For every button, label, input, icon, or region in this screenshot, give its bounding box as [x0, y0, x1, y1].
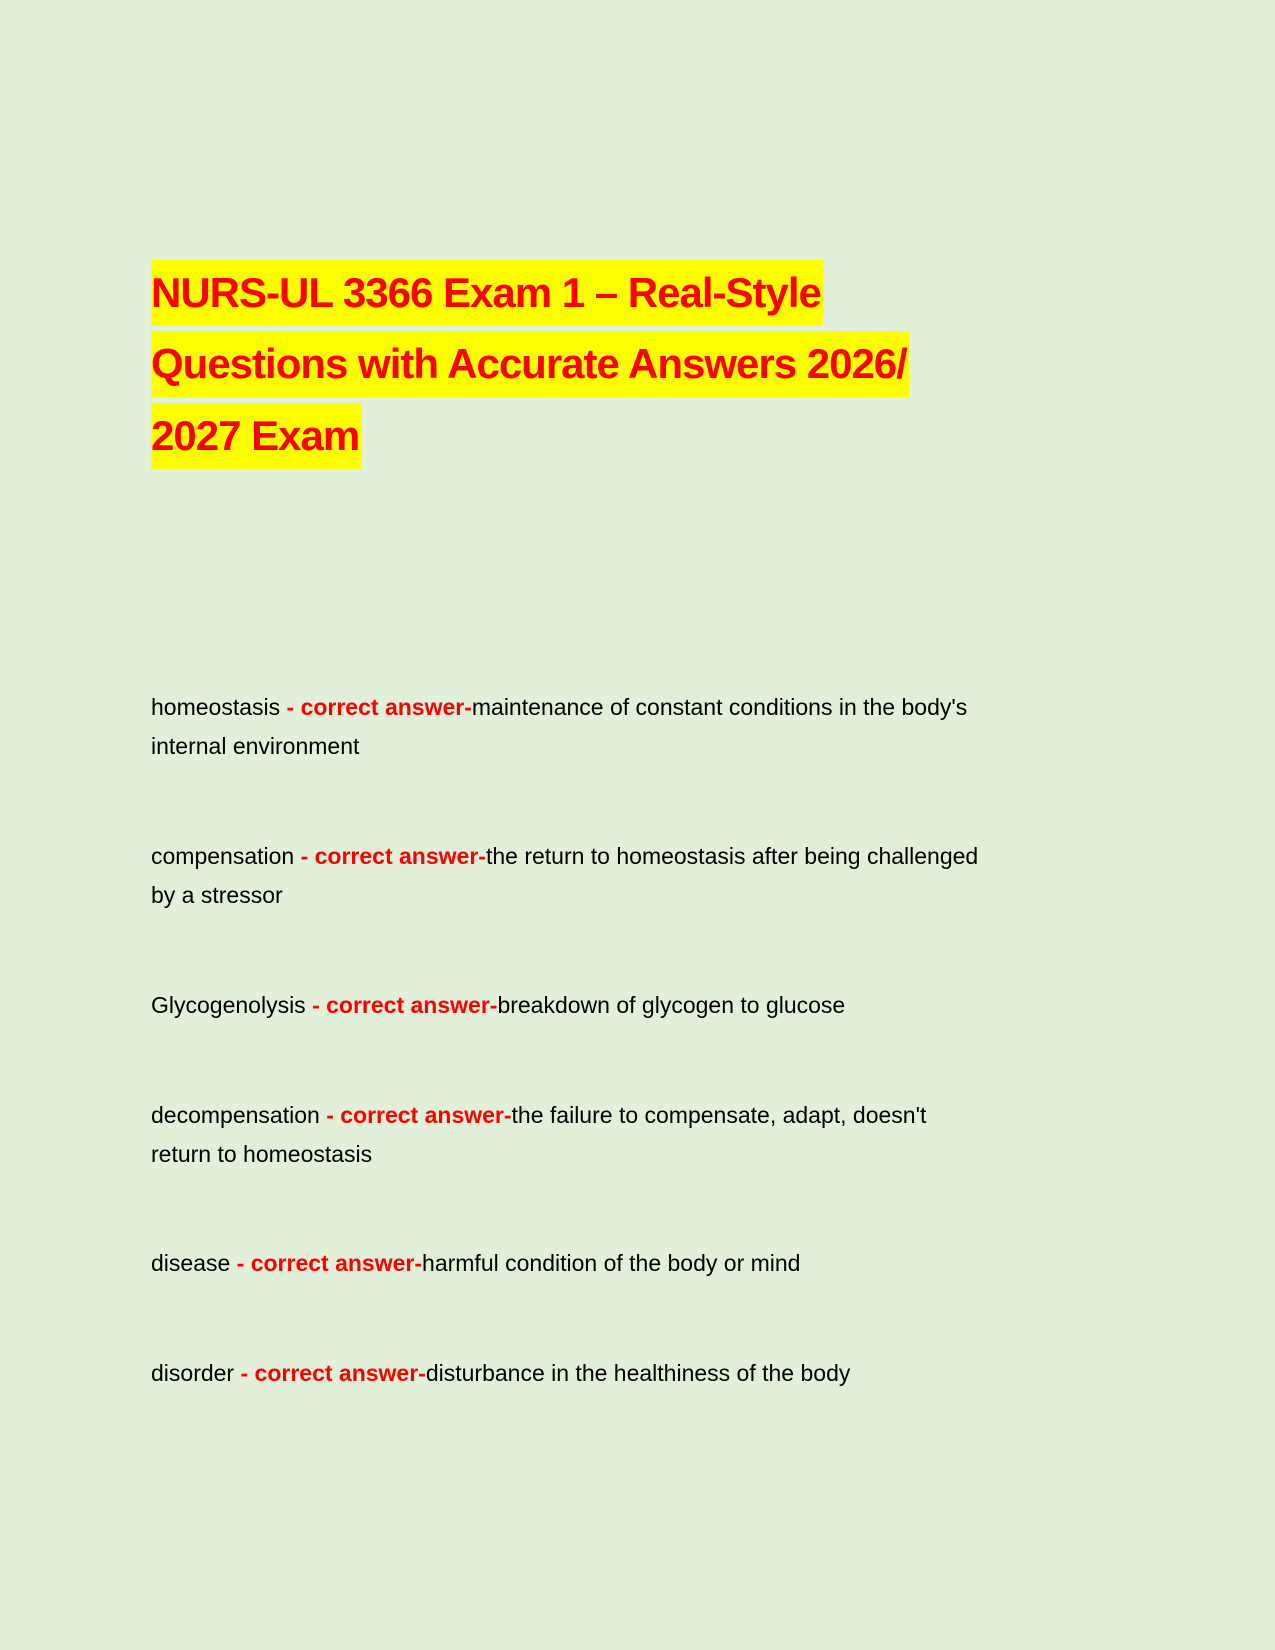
title-line-2: Questions with Accurate Answers 2026/ [151, 331, 909, 397]
qa-entry-homeostasis [151, 688, 1151, 766]
answer-separator: - correct answer- [286, 694, 472, 720]
qa-entry-glycogenolysis [151, 986, 1151, 1025]
qa-entry-disease [151, 1244, 1151, 1283]
title-line-3: 2027 Exam [151, 403, 361, 469]
answer-separator: - correct answer- [240, 1360, 426, 1386]
term: disease [151, 1250, 237, 1276]
definition: the failure to compensate, adapt, doesn't [511, 1102, 927, 1128]
qa-entry-decompensation [151, 1096, 1151, 1174]
title-line-1: NURS-UL 3366 Exam 1 – Real-Style [151, 260, 823, 326]
definition: breakdown of glycogen to glucose [497, 992, 846, 1018]
term: disorder [151, 1360, 241, 1386]
definition: harmful condition of the body or mind [422, 1250, 801, 1276]
term: homeostasis [151, 694, 287, 720]
term: compensation [151, 843, 301, 869]
answer-separator: - correct answer- [312, 992, 498, 1018]
qa-entry-disorder [151, 1354, 1151, 1393]
definition-continued: return to homeostasis [151, 1141, 373, 1167]
qa-entry-compensation [151, 837, 1151, 915]
definition: the return to homeostasis after being challenged [485, 843, 979, 869]
answer-separator: - correct answer- [300, 843, 486, 869]
answer-separator: - correct answer- [326, 1102, 512, 1128]
definition: disturbance in the healthiness of the body [425, 1360, 851, 1386]
term: Glycogenolysis [151, 992, 313, 1018]
definition-continued: internal environment [151, 733, 360, 759]
term: decompensation [151, 1102, 327, 1128]
definition-continued: by a stressor [151, 882, 283, 908]
answer-separator: - correct answer- [236, 1250, 423, 1276]
definition: maintenance of constant conditions in the body's [471, 694, 968, 720]
